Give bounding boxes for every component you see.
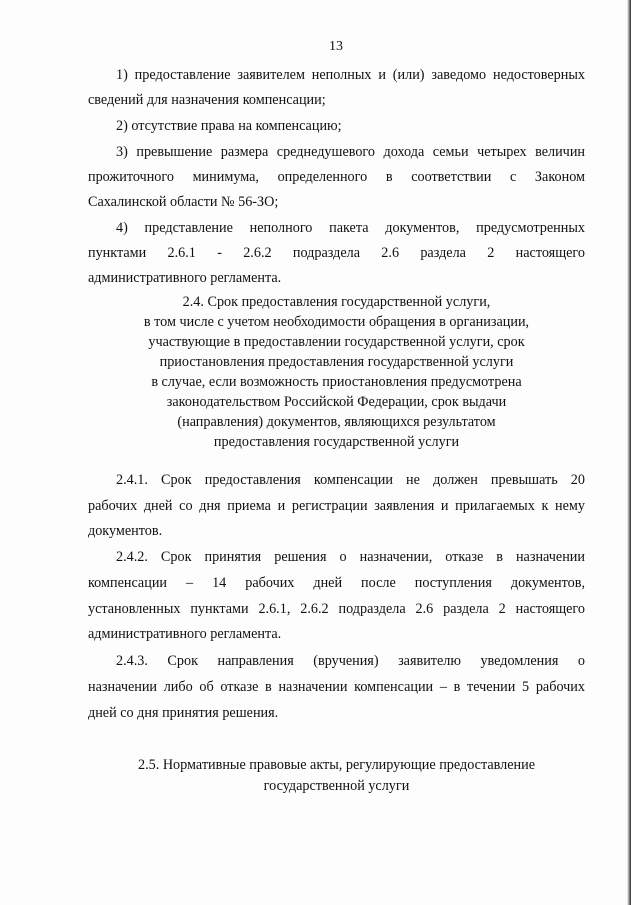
paragraph-line: Сахалинской области № 56-ЗО; bbox=[88, 194, 279, 210]
section-heading-line: в том числе с учетом необходимости обращения в организации, bbox=[143, 314, 530, 330]
paragraph-line: сведений для назначения компенсации; bbox=[88, 92, 326, 108]
section-heading-line: 2.4. Срок предоставления государственной услуги, bbox=[182, 294, 491, 310]
section-heading-line: (направления) документов, являющихся результатом bbox=[177, 414, 496, 430]
paragraph-line: назначении либо об отказе в назначении компенсации – в течении 5 рабочих bbox=[88, 679, 585, 695]
section-heading-line: государственной услуги bbox=[263, 778, 410, 794]
paragraph-line: установленных пунктами 2.6.1, 2.6.2 подраздела 2.6 раздела 2 настоящего bbox=[88, 601, 585, 617]
paragraph-line: пунктами 2.6.1 - 2.6.2 подраздела 2.6 раздела 2 настоящего bbox=[88, 245, 585, 261]
paragraph-line: административного регламента. bbox=[88, 626, 282, 642]
paragraph-line: административного регламента. bbox=[88, 270, 282, 286]
paragraph-line: дней со дня принятия решения. bbox=[88, 705, 279, 721]
section-heading-line: в случае, если возможность приостановления предусмотрена bbox=[151, 374, 522, 390]
paragraph-line: 1) предоставление заявителем неполных и (или) заведомо недостоверных bbox=[116, 67, 585, 83]
paragraph-line: прожиточного минимума, определенного в соответствии с Законом bbox=[88, 169, 585, 185]
section-heading-line: законодательством Российской Федерации, срок выдачи bbox=[166, 394, 507, 410]
paragraph-line: 2.4.2. Срок принятия решения о назначении, отказе в назначении bbox=[116, 549, 585, 565]
scan-edge-shadow bbox=[627, 0, 631, 905]
paragraph-line: 2.4.3. Срок направления (вручения) заявителю уведомления о bbox=[116, 653, 585, 669]
paragraph-line: 3) превышение размера среднедушевого дохода семьи четырех величин bbox=[116, 144, 585, 160]
paragraph-line: документов. bbox=[88, 523, 163, 539]
paragraph-line: 4) представление неполного пакета документов, предусмотренных bbox=[116, 220, 585, 236]
section-heading-line: участвующие в предоставлении государственной услуги, срок bbox=[148, 334, 525, 350]
paragraph-line: 2.4.1. Срок предоставления компенсации не должен превышать 20 bbox=[116, 472, 585, 488]
page-number: 13 bbox=[329, 39, 343, 54]
paragraph-line: 2) отсутствие права на компенсацию; bbox=[116, 118, 342, 134]
paragraph-line: рабочих дней со дня приема и регистрации заявления и прилагаемых к нему bbox=[88, 498, 585, 514]
section-heading-line: предоставления государственной услуги bbox=[213, 434, 460, 450]
section-heading-line: 2.5. Нормативные правовые акты, регулирующие предоставление bbox=[137, 757, 535, 773]
section-heading-line: приостановления предоставления государственной услуги bbox=[159, 354, 514, 370]
paragraph-line: компенсации – 14 рабочих дней после поступления документов, bbox=[88, 575, 585, 591]
